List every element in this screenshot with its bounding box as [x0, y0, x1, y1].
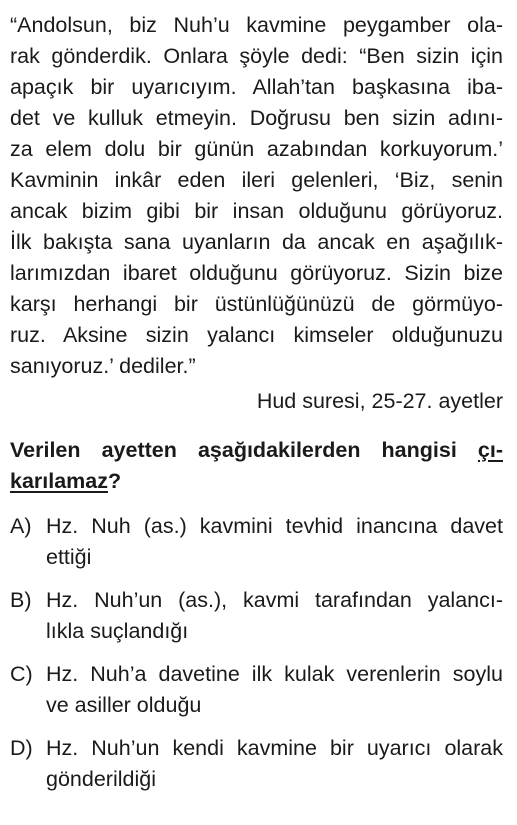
passage-line: karşı herhangi bir üstünlüğünüzü de görmüyo-	[10, 292, 503, 316]
option-line: Hz. Nuh’un kendi kavmine bir uyarıcı olarak	[46, 736, 503, 760]
option-line: gönderildiği	[46, 767, 156, 791]
question-negation-underlined: karılamaz	[10, 469, 109, 493]
option-line: lıkla suçlandığı	[46, 619, 189, 643]
question-line-1	[10, 435, 503, 466]
passage-line: rak gönderdik. Onlara şöyle dedi: “Ben sizin için	[10, 44, 503, 68]
option-letter: D)	[10, 736, 33, 760]
option-text	[46, 659, 503, 721]
passage-line: İlk bakışta sana uyanların da ancak en aşağılık-	[10, 230, 503, 254]
passage-line: apaçık bir uyarıcıyım. Allah’tan başkasına iba-	[10, 75, 503, 99]
answer-options	[10, 511, 503, 795]
option-text	[46, 511, 503, 573]
option-line: Hz. Nuh’un (as.), kavmi tarafından yalancı-	[46, 588, 503, 612]
question-line-2	[10, 466, 503, 497]
option-letter: A)	[10, 514, 32, 538]
verse-source: Hud suresi, 25-27. ayetler	[256, 389, 503, 413]
passage-line: larımızdan ibaret olduğunu görüyoruz. Sizin bize	[10, 261, 503, 285]
verse-passage	[10, 10, 503, 382]
question-stem	[10, 435, 503, 497]
passage-line: Kavminin inkâr eden ileri gelenleri, ‘Biz, senin	[10, 168, 503, 192]
option-line: ve asiller olduğu	[46, 693, 202, 717]
question-mark: ?	[108, 469, 122, 493]
question-text: Verilen ayetten aşağıdakilerden hangisi	[10, 438, 478, 462]
passage-line: ruz. Aksine sizin yalancı kimseler olduğunuzu	[10, 323, 503, 347]
option-d[interactable]	[10, 733, 503, 795]
option-letter: B)	[10, 588, 32, 612]
passage-line: ancak bizim gibi bir insan olduğunu görüyoruz.	[10, 199, 503, 223]
option-line: Hz. Nuh (as.) kavmini tevhid inancına davet	[46, 514, 503, 538]
option-line: ettiği	[46, 545, 92, 569]
option-c[interactable]	[10, 659, 503, 721]
option-text	[46, 733, 503, 795]
passage-line: sanıyoruz.’ dediler.”	[10, 354, 196, 378]
option-letter: C)	[10, 662, 33, 686]
option-line: Hz. Nuh’a davetine ilk kulak verenlerin soylu	[46, 662, 503, 686]
option-text	[46, 585, 503, 647]
passage-line: za elem dolu bir günün azabından korkuyorum.’	[10, 137, 503, 161]
passage-line: “Andolsun, biz Nuh’u kavmine peygamber ola-	[10, 13, 503, 37]
question-negation-underlined: çı-	[477, 438, 503, 462]
option-b[interactable]	[10, 585, 503, 647]
option-a[interactable]	[10, 511, 503, 573]
passage-line: det ve kulluk etmeyin. Doğrusu ben sizin adını-	[10, 106, 503, 130]
